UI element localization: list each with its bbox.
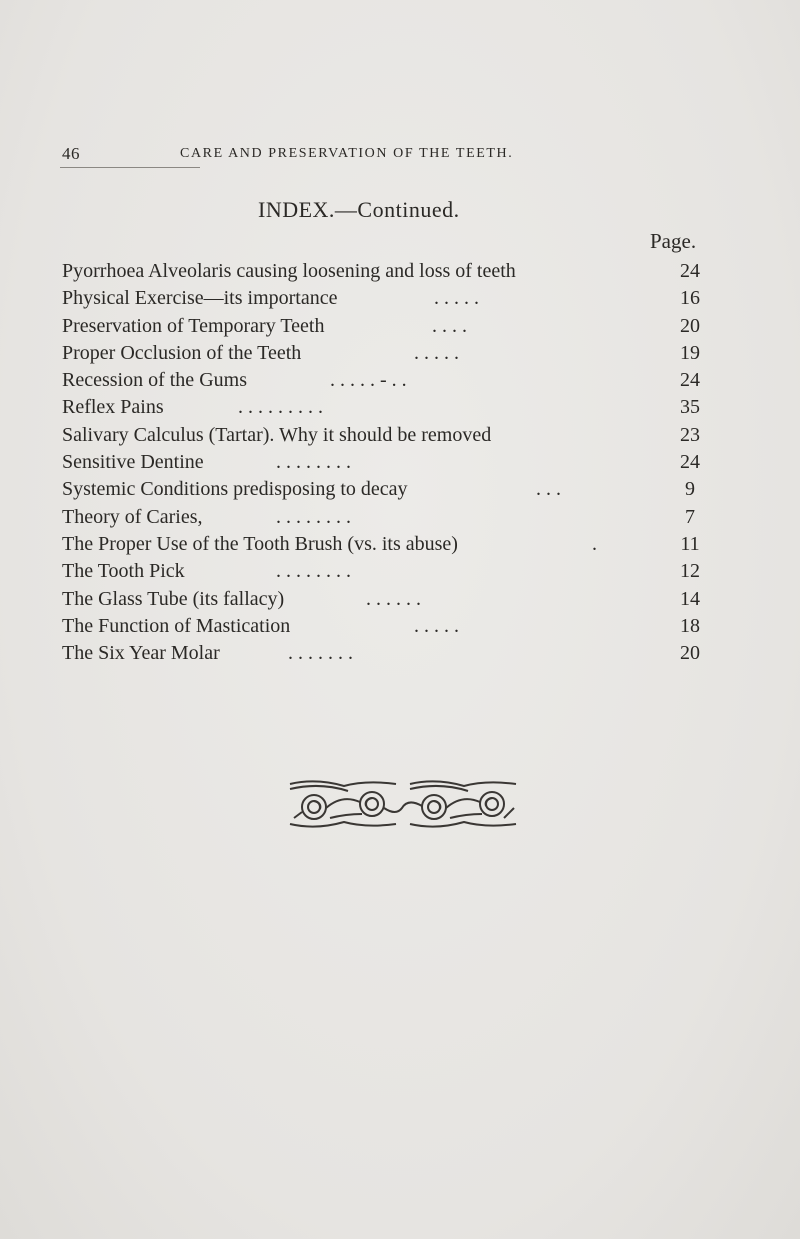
entry-leader-dots: . . . . . (434, 287, 479, 310)
entry-leader-dots: . . . . . . . . (276, 560, 351, 583)
index-entry (62, 640, 710, 667)
entry-label: Pyorrhoea Alveolaris causing loosening and loss of teeth (62, 260, 516, 282)
entry-page: 20 (680, 642, 700, 665)
index-entry (62, 531, 710, 558)
entry-leader-dots: . . . . . (414, 614, 459, 637)
index-entry (62, 476, 710, 503)
page-header (62, 144, 602, 166)
entry-leader-dots: . . . . . . . . (276, 505, 351, 528)
entry-page: 14 (680, 587, 700, 610)
entry-leader-dots: . . . . . . . . (276, 451, 351, 474)
index-entries (62, 258, 710, 667)
entry-page: 9 (685, 478, 695, 501)
index-entry (62, 504, 710, 531)
index-entry (62, 558, 710, 585)
entry-page: 24 (680, 369, 700, 392)
entry-page: 24 (680, 260, 700, 282)
entry-leader-dots: . . . . . . . . . (238, 396, 323, 419)
entry-page: 7 (685, 505, 695, 528)
entry-leader-dots: . . . (536, 478, 561, 501)
index-entry (62, 613, 710, 640)
index-entry (62, 313, 710, 340)
header-rule (60, 167, 200, 168)
page-number: 46 (62, 144, 80, 163)
entry-leader-dots: . . . . (432, 314, 467, 337)
running-head: CARE AND PRESERVATION OF THE TEETH. (180, 146, 514, 161)
entry-label: Sensitive Dentine (62, 451, 204, 474)
index-entry (62, 394, 710, 421)
entry-label: The Function of Mastication (62, 614, 291, 637)
entry-label: The Glass Tube (its fallacy) (62, 587, 285, 610)
index-entry (62, 258, 710, 285)
entry-page: 16 (680, 287, 700, 310)
index-title: INDEX.—Continued. (258, 197, 460, 222)
scroll-ornament-icon (286, 778, 520, 830)
entry-page: 35 (680, 396, 700, 419)
page-column-heading: Page. (650, 229, 697, 253)
index-entry (62, 449, 710, 476)
entry-leader-dots: . . . . . . (366, 587, 421, 610)
entry-page: 20 (680, 314, 700, 337)
entry-leader-dots: . (592, 532, 597, 555)
entry-page: 19 (680, 341, 700, 364)
entry-label: Preservation of Temporary Teeth (62, 314, 325, 337)
entry-page: 18 (680, 614, 700, 637)
entry-label: Reflex Pains (62, 396, 164, 419)
entry-label: Theory of Caries, (62, 505, 203, 528)
index-entry (62, 285, 710, 312)
index-entry (62, 340, 710, 367)
entry-label: Systemic Conditions predisposing to decay (62, 478, 408, 501)
index-entry (62, 367, 710, 394)
entry-label: Recession of the Gums (62, 369, 247, 392)
entry-label: The Six Year Molar (62, 642, 220, 665)
entry-label: Proper Occlusion of the Teeth (62, 341, 302, 364)
entry-leader-dots: . . . . . . . (288, 642, 353, 665)
entry-page: 24 (680, 451, 700, 474)
entry-label: The Proper Use of the Tooth Brush (vs. its abuse) (62, 532, 458, 555)
entry-page: 23 (680, 423, 700, 446)
entry-label: The Tooth Pick (62, 560, 185, 583)
index-entry (62, 422, 710, 449)
entry-leader-dots: . . . . . - . . (330, 369, 407, 392)
entry-label: Salivary Calculus (Tartar). Why it should be removed (62, 423, 492, 446)
entry-leader-dots: . . . . . (414, 341, 459, 364)
entry-page: 11 (680, 532, 700, 555)
entry-label: Physical Exercise—its importance (62, 287, 338, 310)
index-entry (62, 586, 710, 613)
entry-page: 12 (680, 560, 700, 583)
